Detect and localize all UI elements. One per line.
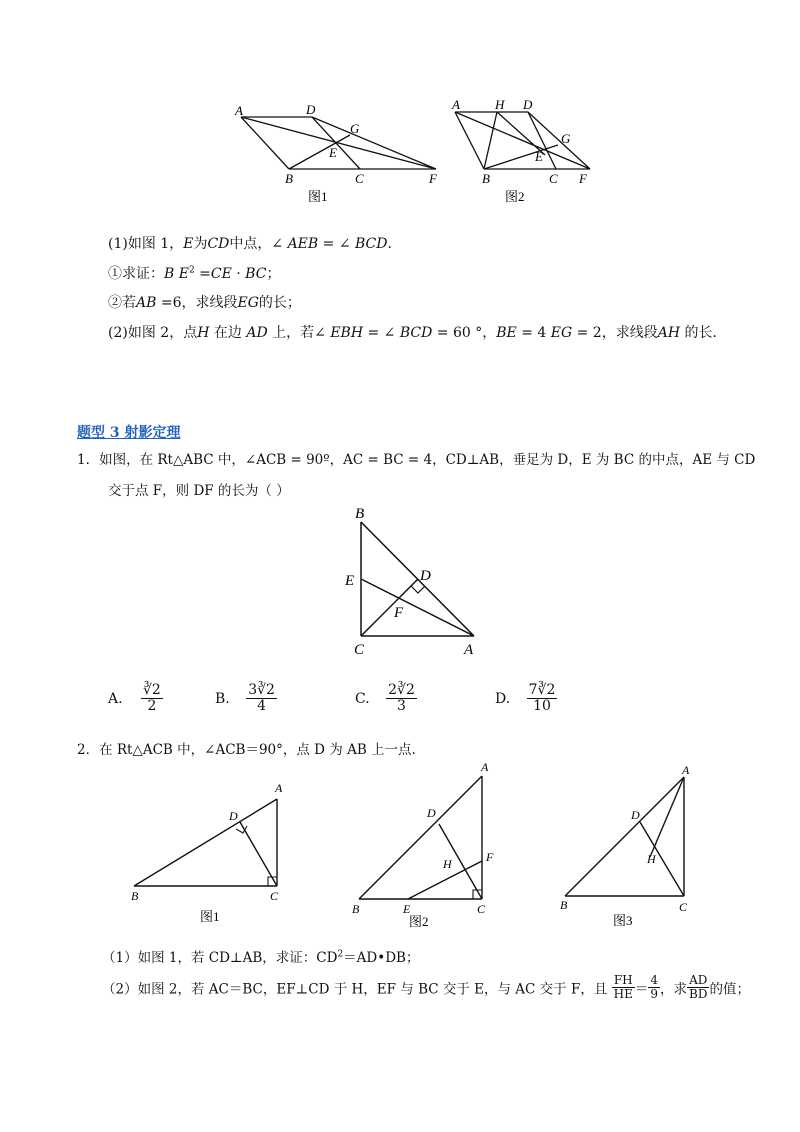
- sup: 2: [188, 265, 195, 276]
- option-letter: A.: [108, 690, 123, 707]
- math: EBH: [330, 325, 364, 341]
- text: ②若: [108, 295, 136, 311]
- denominator: 10: [533, 698, 551, 715]
- q1-line1: 1．如图，在 Rt△ABC 中，∠ACB = 90º，AC = BC = 4，CD⊥AB，垂足为 D，E 为 BC 的中点，AE 与 CD: [77, 452, 756, 468]
- fraction-FH-HE: [612, 974, 635, 1001]
- text: = 4: [516, 325, 551, 341]
- option-letter: D.: [495, 690, 511, 707]
- denominator: BD: [689, 987, 708, 1002]
- denominator: HE: [613, 987, 633, 1002]
- q2f3-label-D: D: [631, 808, 640, 822]
- q2f2-label-D: D: [427, 806, 436, 820]
- fig2-label-H: H: [495, 97, 505, 112]
- fig1-label-G: G: [350, 121, 360, 136]
- text: 为: [193, 236, 208, 252]
- fig2-label-G: G: [561, 131, 571, 146]
- text: 上，若∠: [267, 325, 331, 341]
- text: ＝: [634, 981, 649, 998]
- math-BCD: BCD: [355, 236, 388, 252]
- text: （2）如图 2，若 AC＝BC，EF⊥CD 于 H，EF 与 BC 交于 E，与 AC 交于 F，且: [102, 981, 608, 998]
- fraction-4-9: [648, 974, 660, 1001]
- math: AB: [136, 295, 157, 311]
- q1-line2: 交于点 F，则 DF 的长为（ ）: [108, 483, 290, 499]
- text: 在边: [209, 325, 247, 341]
- q2f3-label-H: H: [647, 852, 656, 866]
- q2f2-label-C: C: [477, 902, 486, 916]
- denominator: 2: [147, 698, 157, 715]
- q1-label-B: B: [355, 506, 365, 522]
- text: 的值；: [709, 981, 750, 998]
- fig2-label-F: F: [579, 171, 587, 186]
- q2f3-label-C: C: [679, 900, 688, 914]
- denominator: 4: [257, 698, 267, 715]
- math: EG: [237, 295, 259, 311]
- math: EG: [550, 325, 573, 341]
- math: H: [197, 325, 210, 341]
- text: 的长；: [258, 295, 301, 311]
- math: BE: [496, 325, 517, 341]
- text: ，求: [660, 981, 687, 998]
- text: = 2，求线段: [572, 325, 658, 341]
- math-E: E: [183, 236, 194, 252]
- fig1-label-F: F: [429, 171, 437, 186]
- text: 的长．: [680, 325, 727, 341]
- fig2-label-C: C: [549, 171, 558, 186]
- math: B E: [164, 266, 189, 282]
- math-AEB: AEB: [287, 236, 319, 252]
- text: (2)如图 2，点: [108, 325, 198, 341]
- q2f3-caption: 图3: [613, 913, 633, 928]
- q1-label-A: A: [464, 642, 474, 658]
- fraction-AD-BD: [687, 974, 709, 1001]
- q2f1-label-C: C: [270, 889, 279, 903]
- q2f2-label-F: F: [486, 850, 494, 864]
- fig1-label-B: B: [285, 171, 293, 186]
- q2f2-label-H: H: [443, 857, 452, 871]
- math: AD: [246, 325, 268, 341]
- fig1-label-D: D: [306, 102, 316, 117]
- q2f2-label-A: A: [481, 760, 489, 774]
- text: = ∠: [318, 236, 355, 252]
- section-title: 题型 3 射影定理: [77, 425, 181, 441]
- numerator: FH: [612, 974, 635, 988]
- q2f1-label-A: A: [275, 781, 283, 795]
- text: ；: [266, 266, 281, 282]
- q2-part1: [102, 946, 419, 966]
- fig2-caption: 图2: [505, 189, 525, 204]
- q2-stem: 2．在 Rt△ACB 中，∠ACB＝90°，点 D 为 AB 上一点.: [77, 742, 416, 758]
- text: 中点，∠: [229, 236, 288, 252]
- math: =CE · BC: [194, 266, 267, 282]
- text: (1)如图 1，: [108, 236, 184, 252]
- text: ①求证：: [108, 266, 164, 282]
- q1-label-F: F: [394, 605, 404, 621]
- denominator: 3: [397, 698, 406, 715]
- text: =6，求线段: [156, 295, 238, 311]
- denominator: 9: [650, 987, 658, 1002]
- numerator: AD: [687, 974, 709, 988]
- text: = ∠: [363, 325, 400, 341]
- fig2-label-A: A: [452, 97, 460, 112]
- q2f2-caption: 图2: [409, 914, 429, 929]
- option-letter: C.: [355, 690, 370, 707]
- q2f2-label-E: E: [403, 902, 411, 916]
- fig2-label-E: E: [535, 149, 543, 164]
- math: BCD: [399, 325, 433, 341]
- q2f1-label-B: B: [131, 889, 139, 903]
- q2f3-label-A: A: [682, 763, 690, 777]
- fig1-label-E: E: [329, 145, 337, 160]
- q2-part2: [102, 974, 750, 1001]
- q1-label-C: C: [354, 642, 365, 658]
- numerator: ∛2: [143, 682, 161, 698]
- text: ＝AD•DB；: [343, 950, 420, 966]
- numerator: 7∛2: [528, 682, 556, 698]
- fig1-caption: 图1: [308, 189, 328, 204]
- q1-label-D: D: [420, 568, 431, 584]
- q2f1-caption: 图1: [200, 909, 220, 924]
- q2f3-label-B: B: [560, 898, 568, 912]
- q2f1-label-D: D: [229, 809, 238, 823]
- text: = 60 °，: [432, 325, 497, 341]
- numerator: 2∛2: [388, 682, 415, 698]
- q2f2-label-B: B: [352, 902, 360, 916]
- fig2-label-B: B: [482, 171, 490, 186]
- sup: 2: [337, 949, 344, 960]
- text: ．: [387, 236, 402, 252]
- option-letter: B.: [215, 690, 230, 707]
- numerator: 4: [650, 973, 658, 987]
- text: （1）如图 1，若 CD⊥AB，求证：CD: [102, 950, 338, 966]
- math-CD: CD: [207, 236, 230, 252]
- fig1-label-C: C: [355, 171, 364, 186]
- q1-label-E: E: [345, 573, 355, 589]
- fig1-label-A: A: [235, 103, 243, 118]
- math: AH: [657, 325, 681, 341]
- fig2-label-D: D: [523, 97, 533, 112]
- numerator: 3∛2: [248, 682, 275, 698]
